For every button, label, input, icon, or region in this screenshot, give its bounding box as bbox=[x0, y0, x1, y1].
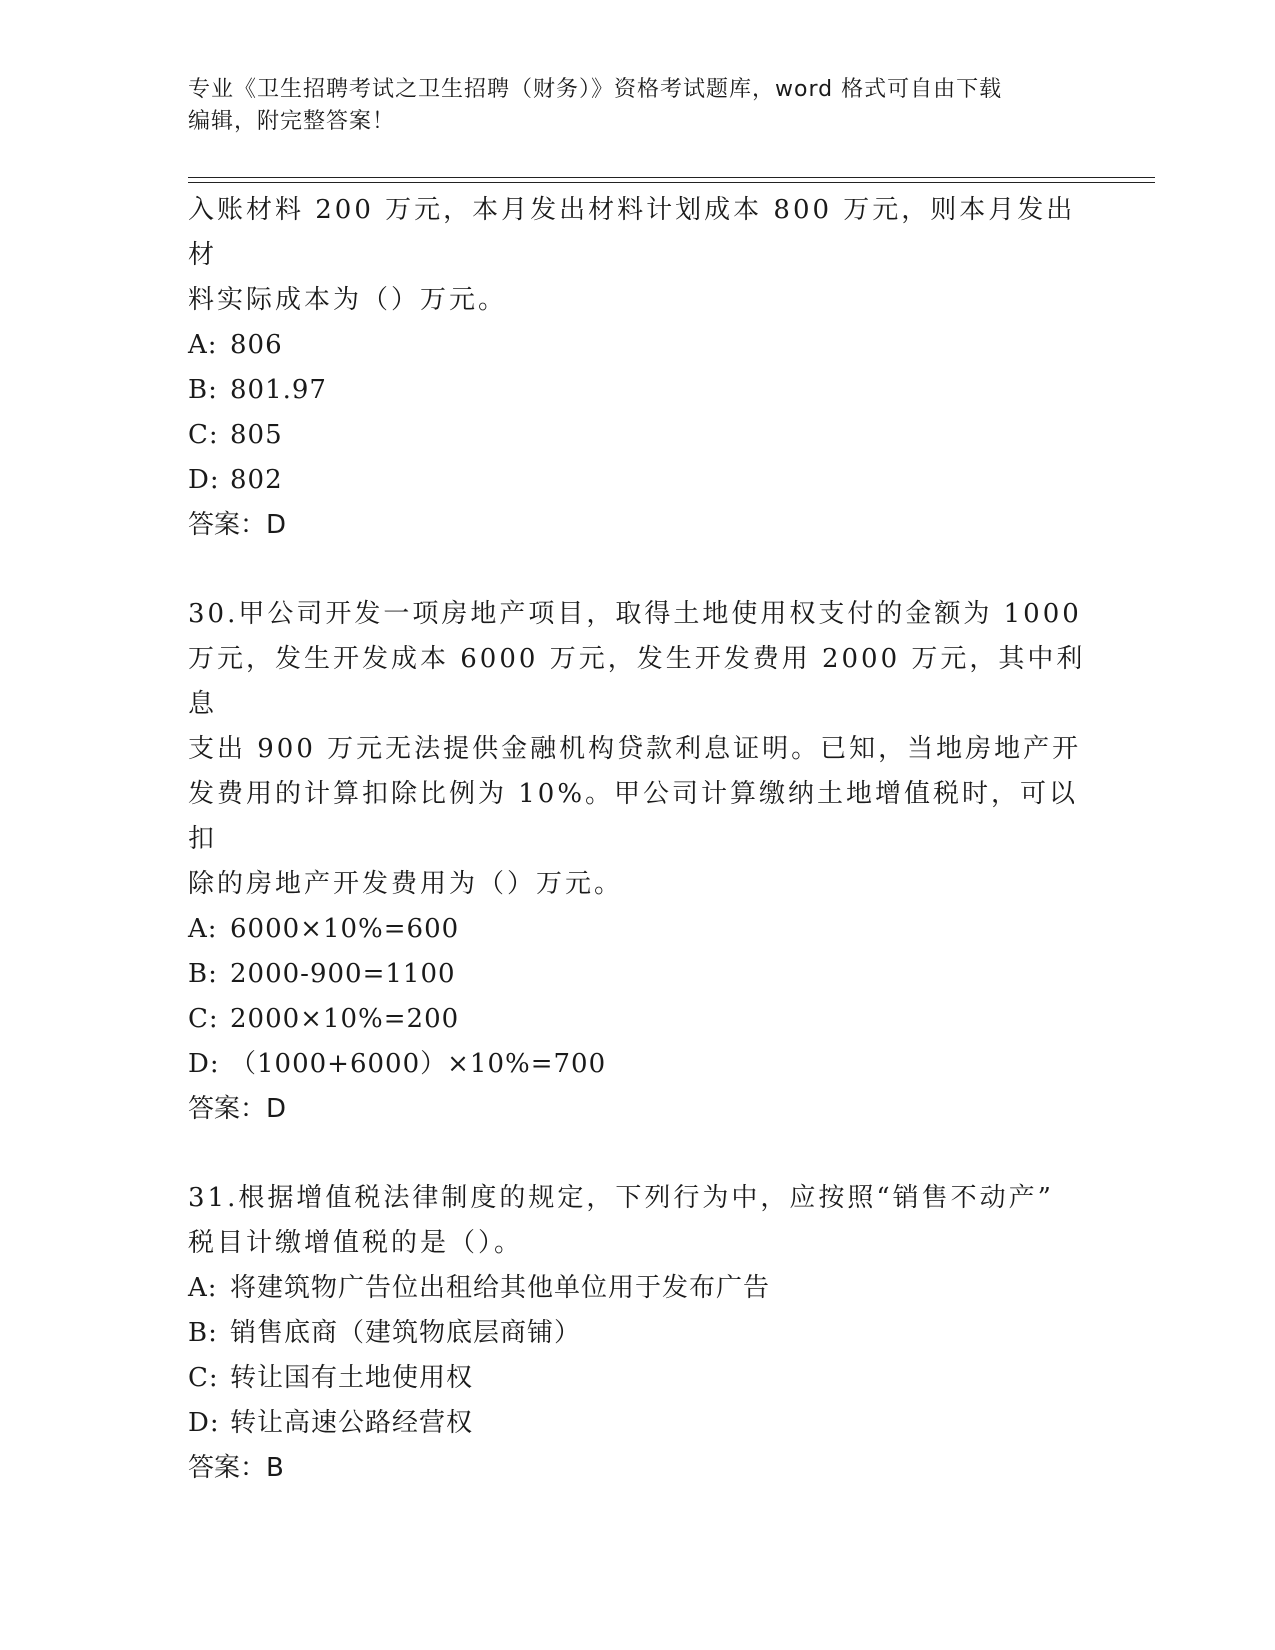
question-line: 31.根据增值税法律制度的规定，下列行为中，应按照“销售不动产” bbox=[188, 1183, 1054, 1213]
option-b bbox=[188, 952, 1088, 997]
option-label: B: bbox=[188, 375, 218, 405]
question-block bbox=[188, 188, 1088, 548]
option-text: （1000+6000）×10%=700 bbox=[230, 1049, 607, 1079]
option-text: 转让高速公路经营权 bbox=[230, 1408, 474, 1438]
question-line: 入账材料 200 万元，本月发出材料计划成本 800 万元，则本月发出材 bbox=[188, 195, 1076, 270]
option-label: A: bbox=[188, 330, 218, 360]
question-line: 万元，发生开发成本 6000 万元，发生开发费用 2000 万元，其中利息 bbox=[188, 644, 1086, 719]
header-divider-bottom bbox=[188, 182, 1155, 183]
option-c bbox=[188, 997, 1088, 1042]
option-label: C: bbox=[188, 1004, 219, 1034]
spacer bbox=[188, 1132, 1088, 1176]
option-label: C: bbox=[188, 1363, 219, 1393]
question-line: 支出 900 万元无法提供金融机构贷款利息证明。已知，当地房地产开 bbox=[188, 734, 1082, 764]
option-text: 销售底商（建筑物底层商铺） bbox=[230, 1318, 582, 1348]
option-label: B: bbox=[188, 959, 218, 989]
answer-line: 答案：D bbox=[188, 1094, 287, 1124]
option-label: D: bbox=[188, 1049, 220, 1079]
option-label: A: bbox=[188, 914, 218, 944]
option-text: 转让国有土地使用权 bbox=[230, 1363, 474, 1393]
option-d bbox=[188, 1401, 1088, 1446]
option-text: 6000×10%=600 bbox=[230, 914, 460, 944]
option-label: B: bbox=[188, 1318, 218, 1348]
option-text: 806 bbox=[230, 330, 283, 360]
header-line-2: 编辑，附完整答案！ bbox=[188, 109, 396, 134]
option-a bbox=[188, 1266, 1088, 1311]
option-label: A: bbox=[188, 1273, 218, 1303]
option-d bbox=[188, 458, 1088, 503]
option-label: D: bbox=[188, 1408, 220, 1438]
document-header bbox=[188, 74, 1078, 138]
question-line: 发费用的计算扣除比例为 10%。甲公司计算缴纳土地增值税时，可以扣 bbox=[188, 779, 1079, 854]
option-a bbox=[188, 323, 1088, 368]
spacer bbox=[188, 548, 1088, 592]
question-line: 30.甲公司开发一项房地产项目，取得土地使用权支付的金额为 1000 bbox=[188, 599, 1082, 629]
option-text: 将建筑物广告位出租给其他单位用于发布广告 bbox=[230, 1273, 771, 1303]
option-d bbox=[188, 1042, 1088, 1087]
option-text: 2000-900=1100 bbox=[230, 959, 456, 989]
option-a bbox=[188, 907, 1088, 952]
option-text: 805 bbox=[230, 420, 283, 450]
option-text: 802 bbox=[230, 465, 283, 495]
header-divider-top bbox=[188, 177, 1155, 178]
question-line: 税目计缴增值税的是（）。 bbox=[188, 1228, 524, 1258]
header-line-1: 专业《卫生招聘考试之卫生招聘（财务）》资格考试题库，word 格式可自由下载 bbox=[188, 77, 1003, 102]
option-c bbox=[188, 1356, 1088, 1401]
question-block bbox=[188, 1176, 1088, 1491]
option-text: 801.97 bbox=[230, 375, 327, 405]
option-b bbox=[188, 1311, 1088, 1356]
answer-line: 答案：B bbox=[188, 1453, 284, 1483]
answer-line: 答案：D bbox=[188, 510, 287, 540]
option-label: D: bbox=[188, 465, 220, 495]
question-list bbox=[188, 188, 1088, 1491]
question-line: 除的房地产开发费用为（）万元。 bbox=[188, 869, 624, 899]
option-c bbox=[188, 413, 1088, 458]
option-text: 2000×10%=200 bbox=[230, 1004, 460, 1034]
option-label: C: bbox=[188, 420, 219, 450]
option-b bbox=[188, 368, 1088, 413]
question-block bbox=[188, 592, 1088, 1132]
question-line: 料实际成本为（）万元。 bbox=[188, 285, 508, 315]
